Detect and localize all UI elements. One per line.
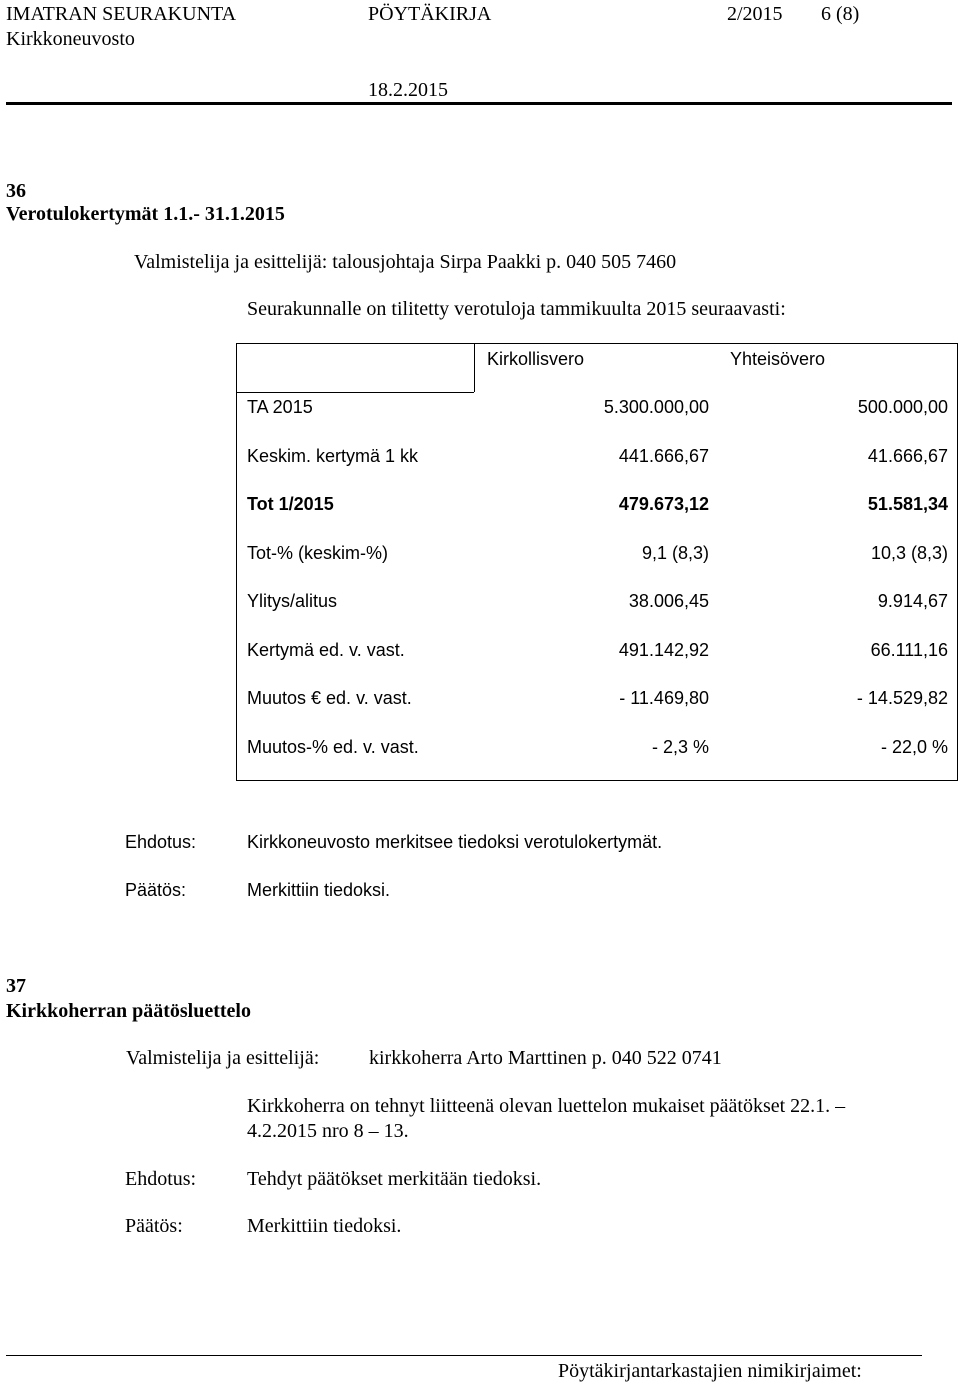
header-org: IMATRAN SEURAKUNTA [6, 3, 237, 25]
table-row-label: Ylitys/alitus [247, 591, 338, 611]
header-page: 6 (8) [821, 3, 860, 25]
section-37-body-line-2: 4.2.2015 nro 8 – 13. [247, 1120, 409, 1142]
table-cell-kirkollisvero: 9,1 (8,3) [641, 543, 709, 563]
table-cell-yhteisovero: - 22,0 % [880, 737, 948, 757]
table-row-label: Keskim. kertymä 1 kk [247, 446, 419, 466]
table-row-label: Kertymä ed. v. vast. [247, 640, 405, 660]
section-36-number: 36 [6, 180, 26, 202]
section-37-body-line-1: Kirkkoherra on tehnyt liitteenä olevan luettelon mukaiset päätökset 22.1. – [247, 1095, 846, 1117]
table-header-yhteisovero: Yhteisövero [730, 349, 826, 369]
table-cell-yhteisovero: 500.000,00 [857, 397, 948, 417]
section-36-proposal-label: Ehdotus: [125, 832, 197, 852]
table-row-label: Muutos € ed. v. vast. [247, 688, 412, 708]
table-cell-yhteisovero: 66.111,16 [870, 640, 948, 660]
table-row-label: Muutos-% ed. v. vast. [247, 737, 419, 757]
section-37-decision-label: Päätös: [125, 1215, 183, 1237]
table-cell-kirkollisvero: 5.300.000,00 [603, 397, 709, 417]
section-36-intro: Seurakunnalle on tilitetty verotuloja tammikuulta 2015 seuraavasti: [247, 298, 786, 320]
footer-signatures-label: Pöytäkirjantarkastajien nimikirjaimet: [558, 1360, 862, 1382]
header-org-sub: Kirkkoneuvosto [6, 28, 135, 50]
header-rule [6, 102, 952, 105]
section-37-proposal-text: Tehdyt päätökset merkitään tiedoksi. [247, 1168, 542, 1190]
header-date: 18.2.2015 [368, 79, 448, 101]
section-37-number: 37 [6, 975, 26, 997]
table-cell-kirkollisvero: - 2,3 % [651, 737, 709, 757]
section-36-title: Verotulokertymät 1.1.- 31.1.2015 [6, 203, 285, 225]
tax-revenue-table [236, 343, 958, 781]
table-cell-kirkollisvero: 491.142,92 [618, 640, 709, 660]
table-cell-kirkollisvero: 441.666,67 [618, 446, 709, 466]
table-cell-yhteisovero: 10,3 (8,3) [870, 543, 948, 563]
table-header-kirkollisvero: Kirkollisvero [487, 349, 585, 369]
table-cell-kirkollisvero: - 11.469,80 [619, 688, 709, 708]
section-37-proposal-label: Ehdotus: [125, 1168, 197, 1190]
section-36-proposal-text: Kirkkoneuvosto merkitsee tiedoksi verotulokertymät. [247, 832, 663, 852]
section-36-decision-label: Päätös: [125, 880, 187, 900]
section-37-title: Kirkkoherran päätösluettelo [6, 1000, 251, 1022]
section-37-decision-text: Merkittiin tiedoksi. [247, 1215, 402, 1237]
table-cell-kirkollisvero: 38.006,45 [628, 591, 709, 611]
table-cell-yhteisovero: - 14.529,82 [856, 688, 948, 708]
section-36-preparer: Valmistelija ja esittelijä: talousjohtaja Sirpa Paakki p. 040 505 7460 [134, 251, 677, 273]
section-37-preparer: kirkkoherra Arto Marttinen p. 040 522 0741 [369, 1047, 722, 1069]
section-36-decision-text: Merkittiin tiedoksi. [247, 880, 391, 900]
table-cell-kirkollisvero: 479.673,12 [618, 494, 709, 514]
section-37-preparer-label: Valmistelija ja esittelijä: [126, 1047, 320, 1069]
table-cell-yhteisovero: 51.581,34 [867, 494, 948, 514]
table-cell-yhteisovero: 41.666,67 [867, 446, 948, 466]
header-doc-type: PÖYTÄKIRJA [368, 3, 492, 25]
table-row-label: TA 2015 [247, 397, 313, 417]
table-header-underline [237, 392, 474, 393]
footer-rule [6, 1355, 922, 1356]
table-cell-yhteisovero: 9.914,67 [877, 591, 948, 611]
table-header-divider [474, 344, 475, 392]
header-doc-number: 2/2015 [727, 3, 783, 25]
table-row-label: Tot-% (keskim-%) [247, 543, 389, 563]
table-row-label: Tot 1/2015 [247, 494, 334, 514]
